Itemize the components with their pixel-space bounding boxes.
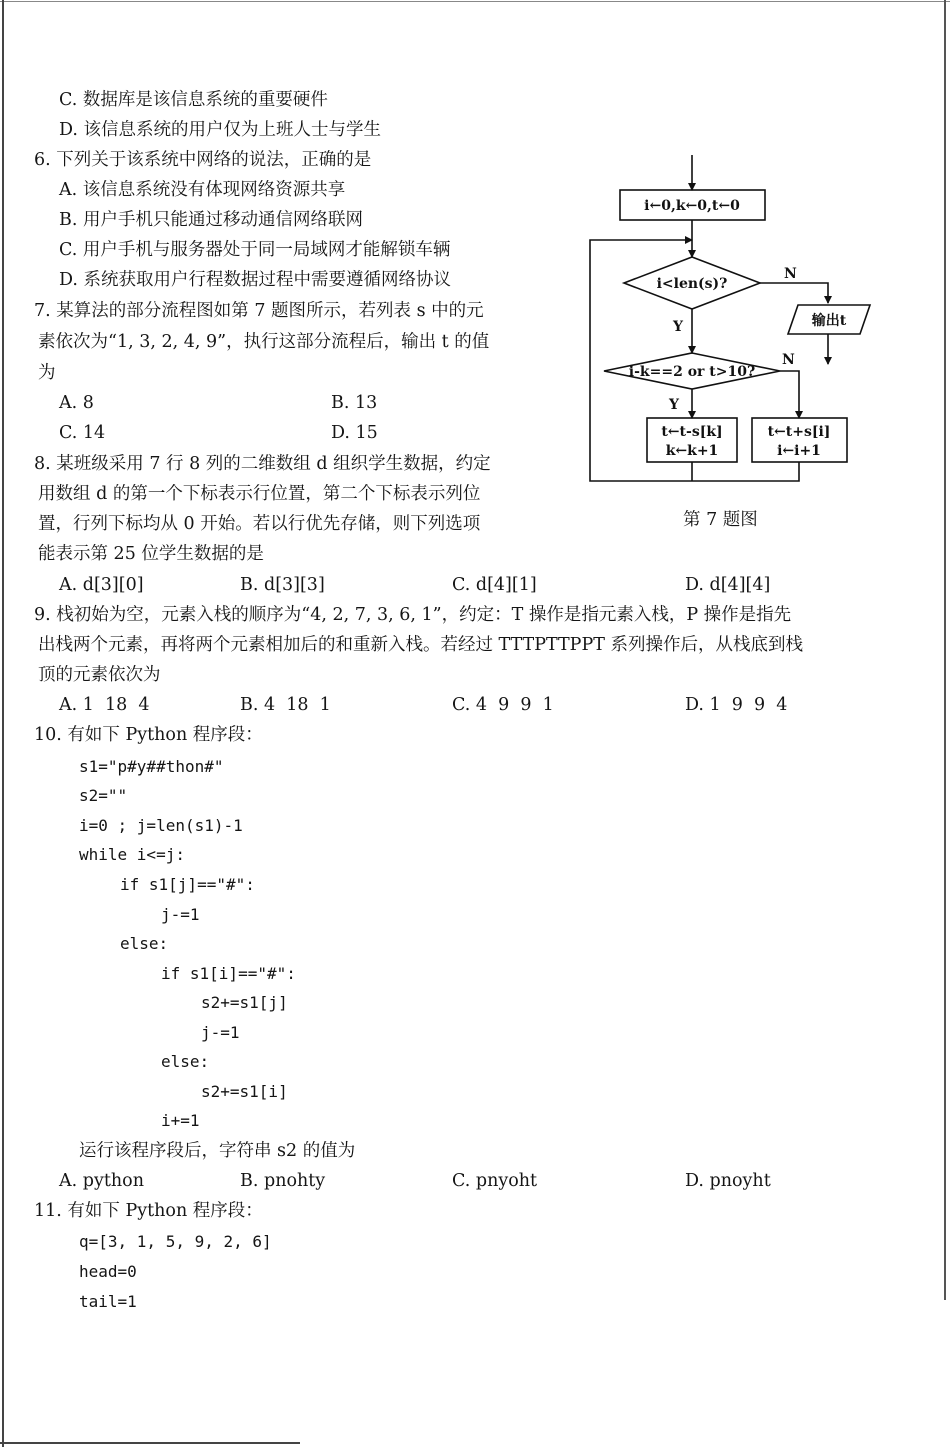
q9-option-c: C. 4 9 9 1 bbox=[452, 695, 554, 715]
q8-stem-line1: 8. 某班级采用 7 行 8 列的二维数组 d 组织学生数据，约定 bbox=[34, 454, 491, 474]
q10-code-line: i+=1 bbox=[161, 1111, 200, 1130]
q10-code-line: j-=1 bbox=[161, 905, 200, 924]
q7-flowchart bbox=[580, 150, 880, 500]
scan-edge-bottom bbox=[0, 1442, 300, 1444]
q7-stem-line3: 为 bbox=[38, 363, 56, 383]
q10-option-c: C. pnyoht bbox=[452, 1171, 538, 1191]
q10-code-line: if s1[j]=="#": bbox=[120, 875, 255, 894]
q7-stem-line1: 7. 某算法的部分流程图如第 7 题图所示，若列表 s 中的元 bbox=[34, 301, 484, 321]
q11-code-line: q=[3, 1, 5, 9, 2, 6] bbox=[79, 1232, 272, 1251]
scan-edge-right bbox=[944, 0, 946, 1300]
flow-cond1-yes-label: Y bbox=[673, 319, 683, 335]
q6-option-a: A. 该信息系统没有体现网络资源共享 bbox=[59, 180, 346, 200]
q7-option-c: C. 14 bbox=[59, 423, 106, 443]
q7-figure-caption: 第 7 题图 bbox=[683, 510, 758, 530]
q8-option-d: D. d[4][4] bbox=[685, 575, 771, 595]
q10-option-a: A. python bbox=[59, 1171, 144, 1191]
flow-no-line2: i←i+1 bbox=[777, 443, 821, 459]
q10-code-line: s2+=s1[i] bbox=[201, 1082, 288, 1101]
q9-stem-line1: 9. 栈初始为空，元素入栈的顺序为“4, 2, 7, 3, 6, 1”，约定：T 操作是指元素入栈，P 操作是指先 bbox=[34, 605, 792, 625]
flow-cond2-yes-label: Y bbox=[669, 397, 679, 413]
q10-code-line: s1="p#y##thon#" bbox=[79, 757, 224, 776]
q10-question-tail: 运行该程序段后，字符串 s2 的值为 bbox=[79, 1141, 356, 1161]
q10-code-line: s2+=s1[j] bbox=[201, 993, 288, 1012]
q10-code-line: j-=1 bbox=[201, 1023, 240, 1042]
q6-option-c: C. 用户手机与服务器处于同一局域网才能解锁车辆 bbox=[59, 240, 451, 260]
q9-option-d: D. 1 9 9 4 bbox=[685, 695, 788, 715]
flow-yes-line1: t←t-s[k] bbox=[661, 424, 723, 440]
flow-output-text: 输出t bbox=[811, 313, 847, 329]
q10-code-line: s2="" bbox=[79, 786, 128, 805]
scan-edge-top bbox=[0, 1, 950, 2]
q10-code-line: else: bbox=[161, 1052, 210, 1071]
q10-code-line: if s1[i]=="#": bbox=[161, 964, 296, 983]
q9-stem-line2: 出栈两个元素，再将两个元素相加后的和重新入栈。若经过 TTTPTTPPT 系列操作后，从栈底到栈 bbox=[38, 635, 803, 655]
q8-option-c: C. d[4][1] bbox=[452, 575, 537, 595]
q6-option-d: D. 系统获取用户行程数据过程中需要遵循网络协议 bbox=[59, 270, 452, 290]
q10-code-line: else: bbox=[120, 934, 169, 953]
q9-stem-line3: 顶的元素依次为 bbox=[38, 665, 161, 685]
flow-yes-line2: k←k+1 bbox=[665, 443, 719, 459]
flow-arrow-cond1-no bbox=[760, 283, 828, 303]
flow-init-text: i←0,k←0,t←0 bbox=[644, 198, 740, 214]
flow-no-line1: t←t+s[i] bbox=[767, 424, 831, 440]
q11-code-line: tail=1 bbox=[79, 1292, 137, 1311]
q8-stem-line2: 用数组 d 的第一个下标表示行位置，第二个下标表示列位 bbox=[38, 484, 481, 504]
q9-option-a: A. 1 18 4 bbox=[59, 695, 150, 715]
flow-cond1-text: i<len(s)? bbox=[656, 276, 728, 292]
q6-option-b: B. 用户手机只能通过移动通信网络联网 bbox=[59, 210, 363, 230]
q10-code-line: while i<=j: bbox=[79, 845, 185, 864]
q8-stem-line3: 置，行列下标均从 0 开始。若以行优先存储，则下列选项 bbox=[38, 514, 481, 534]
q7-option-a: A. 8 bbox=[59, 393, 94, 413]
q10-code-line: i=0 ; j=len(s1)-1 bbox=[79, 816, 243, 835]
flow-cond1-no-label: N bbox=[784, 266, 797, 282]
q6-stem: 6. 下列关于该系统中网络的说法，正确的是 bbox=[34, 150, 372, 170]
scan-edge-left bbox=[2, 0, 4, 1447]
q10-option-d: D. pnoyht bbox=[685, 1171, 771, 1191]
q11-stem: 11. 有如下 Python 程序段： bbox=[34, 1201, 263, 1221]
q8-stem-line4: 能表示第 25 位学生数据的是 bbox=[38, 544, 264, 564]
q8-option-b: B. d[3][3] bbox=[240, 575, 325, 595]
q7-stem-line2: 素依次为“1, 3, 2, 4, 9”，执行这部分流程后，输出 t 的值 bbox=[38, 332, 490, 352]
q11-code-line: head=0 bbox=[79, 1262, 137, 1281]
flow-arrow-cond2-no bbox=[780, 371, 799, 418]
q7-option-d: D. 15 bbox=[331, 423, 378, 443]
q5-option-c: C. 数据库是该信息系统的重要硬件 bbox=[59, 90, 328, 110]
q8-option-a: A. d[3][0] bbox=[59, 575, 144, 595]
q7-option-b: B. 13 bbox=[331, 393, 378, 413]
q10-stem: 10. 有如下 Python 程序段： bbox=[34, 725, 263, 745]
flow-cond2-text: i-k==2 or t>10? bbox=[628, 364, 756, 380]
q9-option-b: B. 4 18 1 bbox=[240, 695, 331, 715]
q5-option-d: D. 该信息系统的用户仅为上班人士与学生 bbox=[59, 120, 382, 140]
flow-cond2-no-label: N bbox=[782, 352, 795, 368]
q10-option-b: B. pnohty bbox=[240, 1171, 326, 1191]
